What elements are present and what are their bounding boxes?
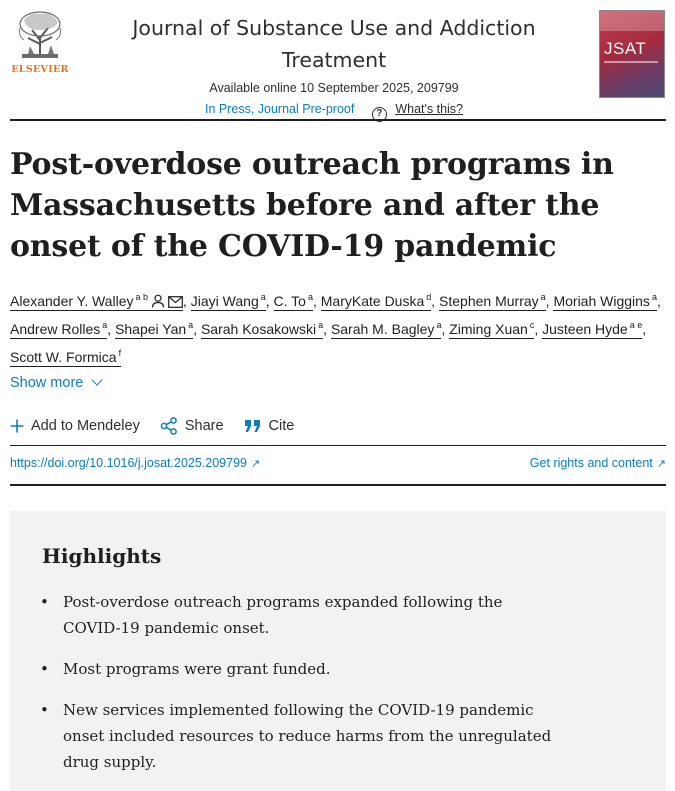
author-link[interactable] xyxy=(10,321,107,339)
external-link-icon: ↗ xyxy=(656,458,666,470)
author-name: Moriah Wiggins xyxy=(553,293,650,309)
author-name: Jiayi Wang xyxy=(190,293,259,309)
author-affiliation: f xyxy=(118,348,122,358)
author-affiliation: a xyxy=(260,292,266,302)
link-row xyxy=(10,456,666,474)
question-icon: ? xyxy=(372,107,387,122)
journal-header xyxy=(10,0,666,121)
chevron-down-icon xyxy=(92,374,103,385)
rights-text: Get rights and content xyxy=(529,456,653,470)
plus-icon xyxy=(10,419,24,433)
author-name: Andrew Rolles xyxy=(10,321,101,337)
author-link[interactable] xyxy=(439,293,546,311)
author-affiliation: a b xyxy=(135,292,148,302)
article-actions xyxy=(10,415,294,437)
author-name: C. To xyxy=(273,293,306,309)
highlight-item: • Most programs were grant funded. xyxy=(40,656,560,682)
highlights-list xyxy=(40,589,560,790)
author-affiliation: a xyxy=(540,292,546,302)
author-affiliation: d xyxy=(426,292,432,302)
divider xyxy=(10,484,666,486)
author-affiliation: c xyxy=(529,320,535,330)
cover-rule xyxy=(604,61,658,63)
author-link[interactable] xyxy=(191,293,266,311)
author-link[interactable] xyxy=(10,293,183,311)
doi-link[interactable] xyxy=(10,456,260,470)
person-icon xyxy=(151,294,165,308)
author-affiliation: a xyxy=(318,320,324,330)
author-link[interactable] xyxy=(274,293,313,311)
status-link[interactable]: In Press, Journal Pre-proof xyxy=(204,102,355,116)
author-link[interactable] xyxy=(115,321,193,339)
author-name: Sarah Kosakowski xyxy=(200,321,317,337)
author-link[interactable] xyxy=(449,321,534,339)
journal-title[interactable]: Journal of Substance Use and Addiction Treatment xyxy=(132,16,536,72)
doi-text: https://doi.org/10.1016/j.josat.2025.209799 xyxy=(10,456,247,470)
publisher-wordmark: ELSEVIER xyxy=(11,64,69,75)
author-affiliation: a xyxy=(102,320,108,330)
author-name: Justeen Hyde xyxy=(542,321,628,337)
rights-link[interactable] xyxy=(530,456,666,470)
whats-this-link[interactable]: What's this? xyxy=(395,102,464,116)
show-more-label: Show more xyxy=(10,375,84,391)
author-name: Scott W. Formica xyxy=(10,349,117,365)
cover-title: JSAT xyxy=(604,39,647,58)
mail-icon xyxy=(168,296,183,308)
quote-icon xyxy=(244,419,262,433)
share-label: Share xyxy=(184,418,224,434)
mendeley-label: Add to Mendeley xyxy=(31,418,140,434)
cover-band xyxy=(600,11,664,31)
journal-cover[interactable] xyxy=(599,10,665,98)
author-name: Alexander Y. Walley xyxy=(10,293,134,309)
highlights-section xyxy=(10,511,666,791)
cite-button[interactable] xyxy=(244,418,295,434)
author-list: Alexander Y. Walley $^{a b}$ , Jiayi Wang $^a$, C. To $^a$, MaryKate Duska $^d$, Stephen Murray $^a$, Moriah Wiggins $^a$, Andrew Rolles $^a$, Shapei Yan $^a$, Sarah Kosakowski $^a$, Sarah M. Bagley $^a$, Ziming Xuan $^c$, Justeen Hyde $^{a e}$, Scott W. Formica $^f$ xyxy=(10,292,661,365)
author-affiliation: a xyxy=(436,320,442,330)
status-line xyxy=(100,100,568,122)
author-name: Sarah M. Bagley xyxy=(330,321,435,337)
highlight-item: • New services implemented following the COVID-19 pandemic onset included resources to reduce harms from the unregulated drug supply. xyxy=(40,697,560,775)
author-name: Ziming Xuan xyxy=(449,321,528,337)
author-affiliation: a xyxy=(307,292,313,302)
author-link[interactable] xyxy=(331,321,442,339)
author-name: Stephen Murray xyxy=(439,293,539,309)
cite-label: Cite xyxy=(268,418,295,434)
share-icon xyxy=(160,417,178,435)
external-link-icon: ↗ xyxy=(251,458,261,470)
author-name: Shapei Yan xyxy=(115,321,187,337)
article-title: Post-overdose outreach programs in Massachusetts before and after the onset of the COVID-19 pandemic xyxy=(10,147,614,264)
author-affiliation: a xyxy=(651,292,657,302)
author-name: MaryKate Duska xyxy=(320,293,425,309)
author-link[interactable] xyxy=(10,349,121,367)
share-button[interactable] xyxy=(160,417,224,435)
author-link[interactable] xyxy=(321,293,432,311)
author-link[interactable] xyxy=(201,321,323,339)
add-to-mendeley-button[interactable] xyxy=(10,418,140,434)
highlights-heading: Highlights xyxy=(42,544,162,568)
author-link[interactable] xyxy=(553,293,657,311)
highlight-item: • Post-overdose outreach programs expanded following the COVID-19 pandemic onset. xyxy=(40,589,560,641)
availability-date: Available online 10 September 2025, 209799 xyxy=(209,81,459,95)
divider xyxy=(10,445,666,446)
author-affiliation: a xyxy=(188,320,194,330)
author-link[interactable] xyxy=(542,321,642,339)
author-affiliation: a e xyxy=(629,320,643,330)
show-more-button[interactable] xyxy=(10,375,101,391)
journal-info xyxy=(100,12,568,122)
elsevier-logo[interactable] xyxy=(10,10,70,78)
elsevier-tree-icon xyxy=(14,10,66,60)
